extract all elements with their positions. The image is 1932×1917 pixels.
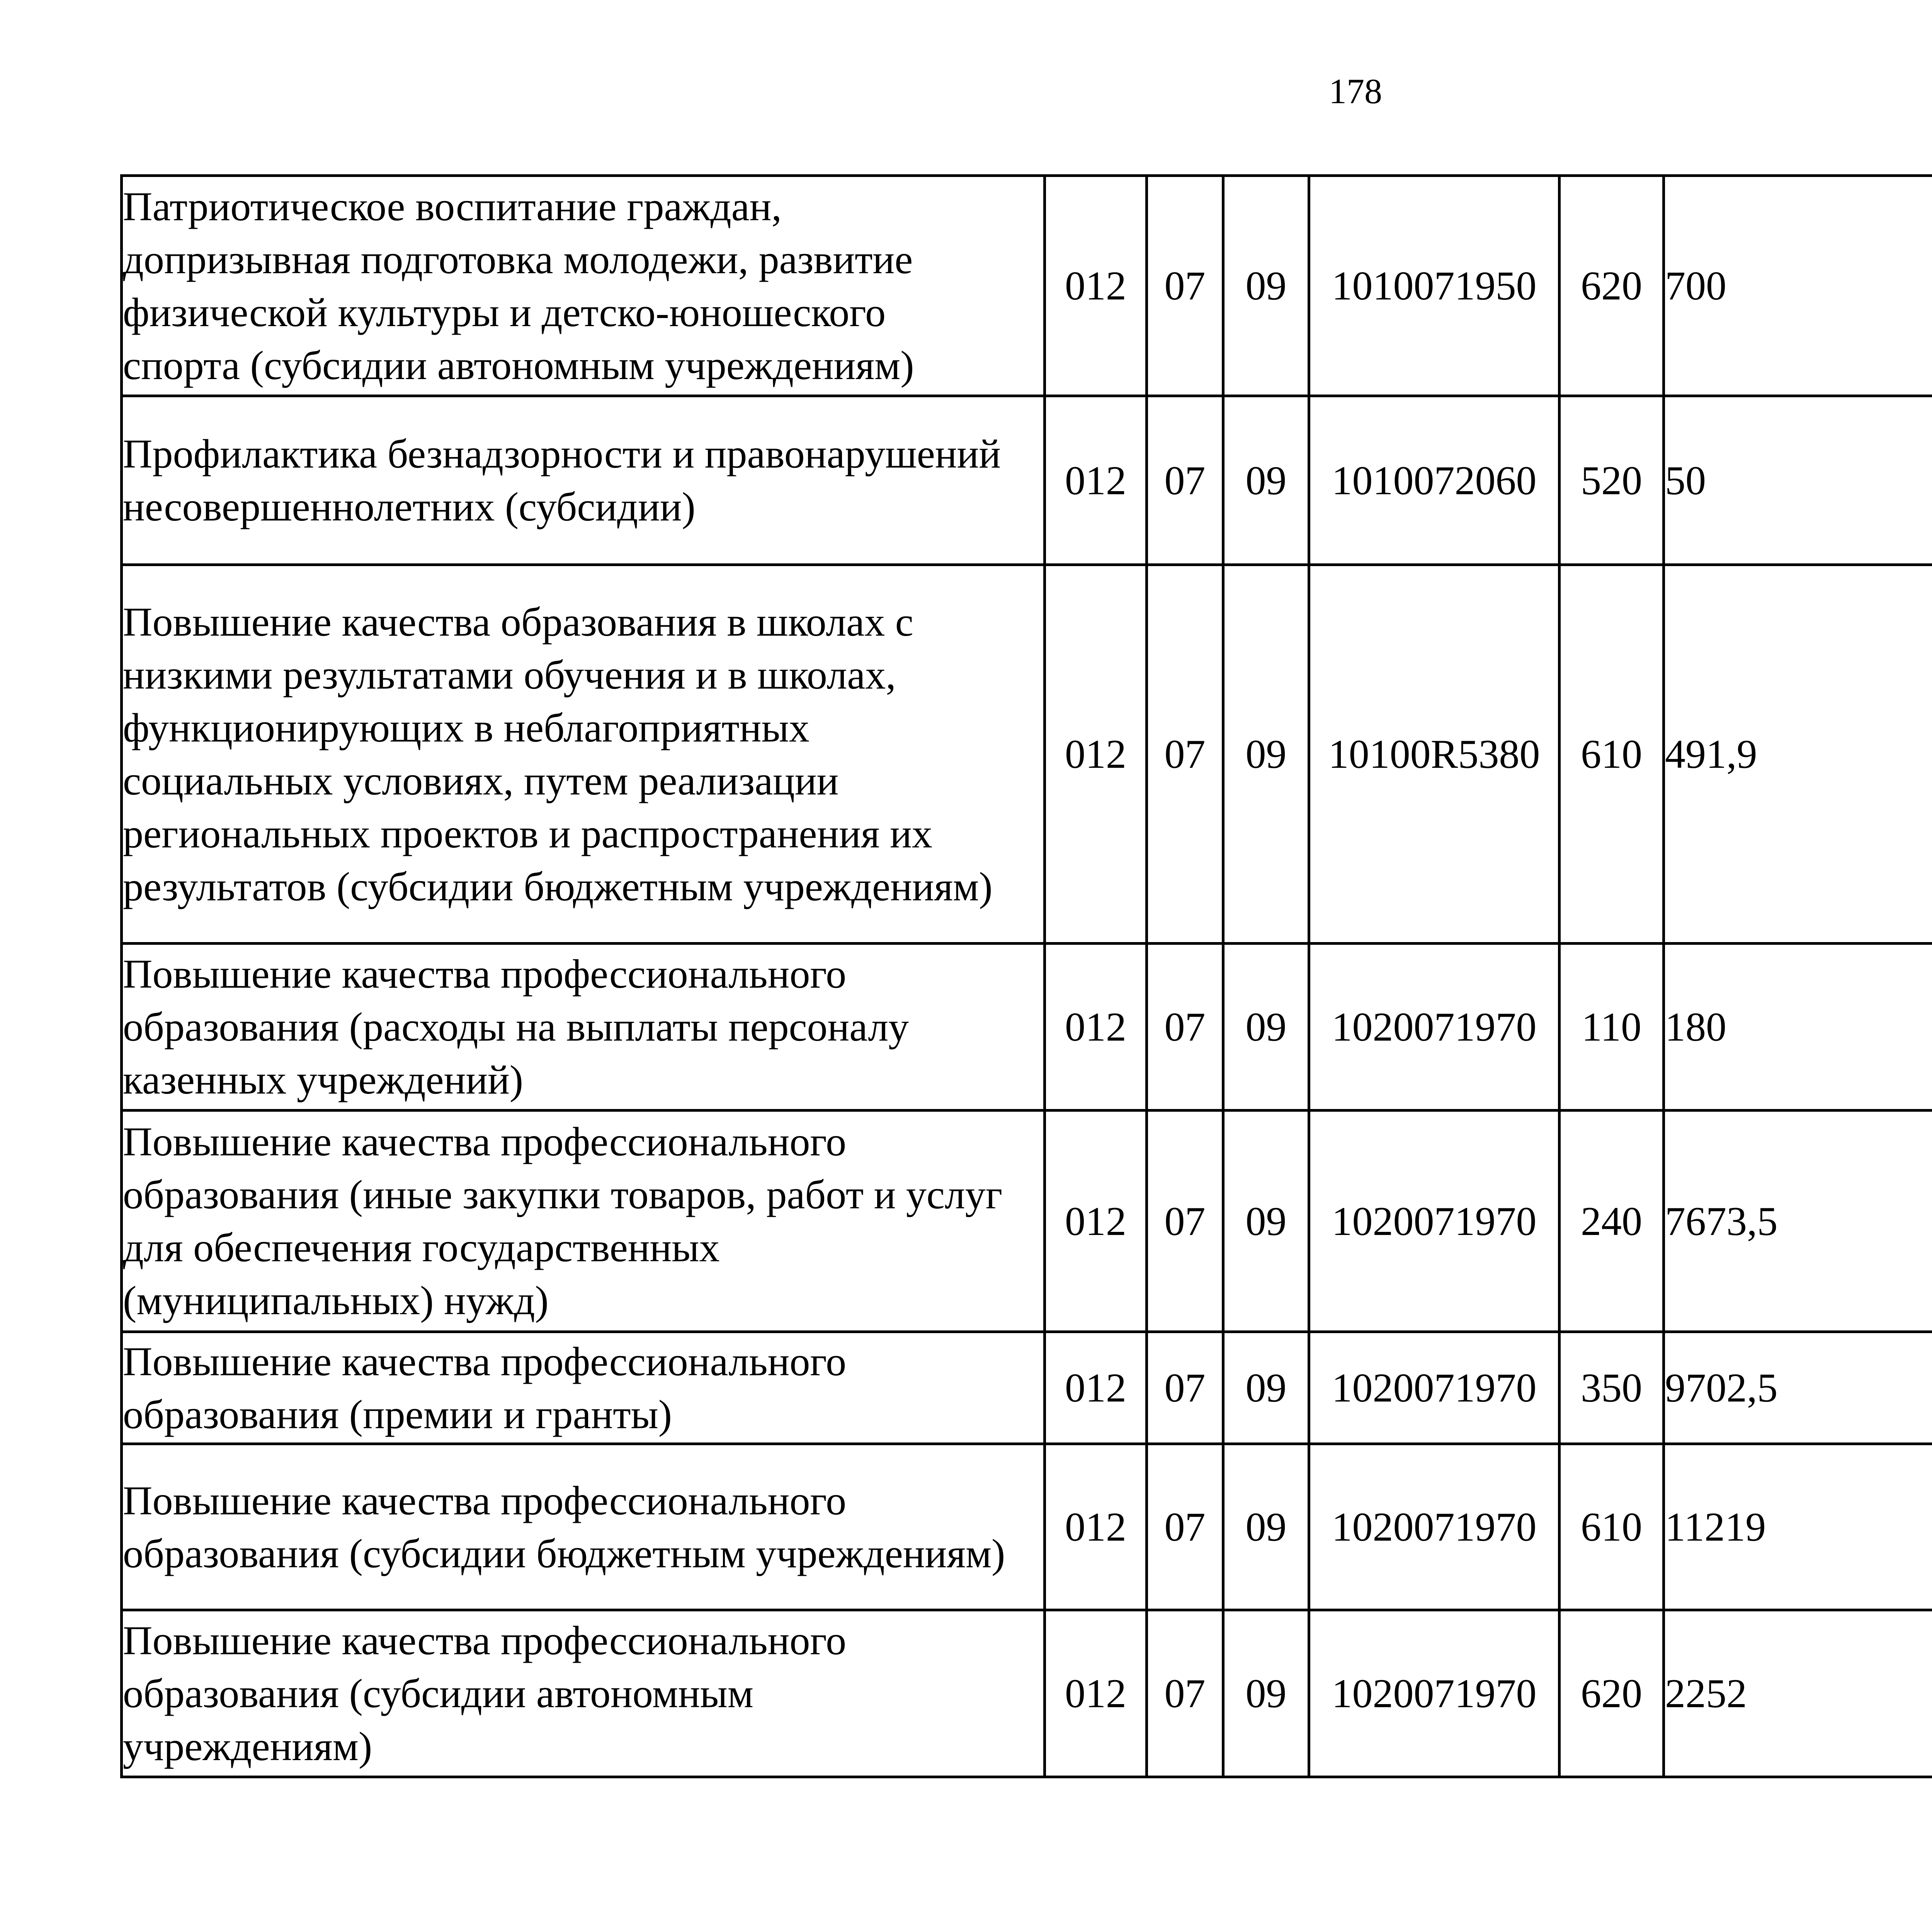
amount-year1-cell: 9702,5 xyxy=(1664,1332,1932,1444)
amount-year1-cell: 7673,5 xyxy=(1664,1111,1932,1332)
section-code-cell: 07 xyxy=(1147,396,1223,565)
table-row xyxy=(122,944,1932,1111)
ministry-code-cell: 012 xyxy=(1045,1111,1147,1332)
expense-name-line: функционирующих в неблагоприятных xyxy=(123,705,810,750)
expense-name-line: результатов (субсидии бюджетным учреждениям) xyxy=(123,864,993,909)
expense-name-line: Повышение качества профессионального xyxy=(123,1618,847,1663)
expense-name-line: допризывная подготовка молодежи, развитие xyxy=(123,236,913,282)
table-row xyxy=(122,1610,1932,1777)
ministry-code-cell: 012 xyxy=(1045,944,1147,1111)
expense-name-line: образования (субсидии автономным xyxy=(123,1671,753,1716)
expense-name-line: физической культуры и детско-юношеского xyxy=(123,289,886,335)
expense-type-cell: 620 xyxy=(1560,176,1664,396)
expense-name-line: Повышение качества профессионального xyxy=(123,1119,847,1164)
expense-name-line: образования (премии и гранты) xyxy=(123,1391,672,1437)
expense-name-line: образования (иные закупки товаров, работ и услуг xyxy=(123,1172,1003,1217)
target-article-cell: 1020071970 xyxy=(1309,1444,1560,1610)
budget-table xyxy=(120,174,1932,1778)
target-article-cell: 10100R5380 xyxy=(1309,565,1560,944)
expense-name-line: Повышение качества профессионального xyxy=(123,1339,847,1384)
ministry-code-cell: 012 xyxy=(1045,1444,1147,1610)
subsection-code-cell: 09 xyxy=(1223,1610,1309,1777)
ministry-code-cell: 012 xyxy=(1045,1610,1147,1777)
subsection-code-cell: 09 xyxy=(1223,1444,1309,1610)
expense-name-cell xyxy=(122,176,1045,396)
section-code-cell: 07 xyxy=(1147,944,1223,1111)
amount-year1-cell: 50 xyxy=(1664,396,1932,565)
expense-name-line: Повышение качества образования в школах с xyxy=(123,599,913,645)
expense-name-line: Профилактика безнадзорности и правонарушений xyxy=(123,431,1001,476)
subsection-code-cell: 09 xyxy=(1223,1111,1309,1332)
target-article-cell: 1010072060 xyxy=(1309,396,1560,565)
target-article-cell: 1010071950 xyxy=(1309,176,1560,396)
table-row xyxy=(122,1444,1932,1610)
ministry-code-cell: 012 xyxy=(1045,396,1147,565)
table-body xyxy=(122,176,1932,1777)
target-article-cell: 1020071970 xyxy=(1309,1610,1560,1777)
expense-name-line: Повышение качества профессионального xyxy=(123,1478,847,1523)
section-code-cell: 07 xyxy=(1147,1332,1223,1444)
expense-name-line: несовершеннолетних (субсидии) xyxy=(123,484,696,529)
expense-type-cell: 610 xyxy=(1560,565,1664,944)
expense-name-cell xyxy=(122,396,1045,565)
expense-name-line: казенных учреждений) xyxy=(123,1057,524,1102)
subsection-code-cell: 09 xyxy=(1223,1332,1309,1444)
target-article-cell: 1020071970 xyxy=(1309,1111,1560,1332)
subsection-code-cell: 09 xyxy=(1223,396,1309,565)
ministry-code-cell: 012 xyxy=(1045,176,1147,396)
table-row xyxy=(122,565,1932,944)
page-number: 178 xyxy=(1329,71,1382,111)
subsection-code-cell: 09 xyxy=(1223,565,1309,944)
section-code-cell: 07 xyxy=(1147,1610,1223,1777)
amount-year1-cell: 700 xyxy=(1664,176,1932,396)
target-article-cell: 1020071970 xyxy=(1309,944,1560,1111)
expense-name-cell xyxy=(122,565,1045,944)
expense-name-line: образования (расходы на выплаты персоналу xyxy=(123,1004,909,1050)
section-code-cell: 07 xyxy=(1147,176,1223,396)
expense-type-cell: 110 xyxy=(1560,944,1664,1111)
amount-year1-cell: 180 xyxy=(1664,944,1932,1111)
expense-name-cell xyxy=(122,1332,1045,1444)
expense-name-line: социальных условиях, путем реализации xyxy=(123,758,839,803)
expense-type-cell: 240 xyxy=(1560,1111,1664,1332)
subsection-code-cell: 09 xyxy=(1223,944,1309,1111)
section-code-cell: 07 xyxy=(1147,1444,1223,1610)
expense-name-line: учреждениям) xyxy=(123,1724,372,1769)
subsection-code-cell: 09 xyxy=(1223,176,1309,396)
section-code-cell: 07 xyxy=(1147,565,1223,944)
expense-name-cell xyxy=(122,1444,1045,1610)
amount-year1-cell: 2252 xyxy=(1664,1610,1932,1777)
expense-type-cell: 350 xyxy=(1560,1332,1664,1444)
expense-type-cell: 620 xyxy=(1560,1610,1664,1777)
expense-name-line: Патриотическое воспитание граждан, xyxy=(123,184,782,229)
ministry-code-cell: 012 xyxy=(1045,1332,1147,1444)
expense-name-line: образования (субсидии бюджетным учреждениям) xyxy=(123,1531,1005,1576)
expense-name-line: Повышение качества профессионального xyxy=(123,951,847,997)
table-row xyxy=(122,176,1932,396)
expense-name-line: для обеспечения государственных xyxy=(123,1225,720,1270)
target-article-cell: 1020071970 xyxy=(1309,1332,1560,1444)
table-row xyxy=(122,396,1932,565)
expense-name-cell xyxy=(122,944,1045,1111)
amount-year1-cell: 491,9 xyxy=(1664,565,1932,944)
expense-name-line: (муниципальных) нужд) xyxy=(123,1278,549,1323)
expense-type-cell: 610 xyxy=(1560,1444,1664,1610)
table-row xyxy=(122,1332,1932,1444)
table-row xyxy=(122,1111,1932,1332)
section-code-cell: 07 xyxy=(1147,1111,1223,1332)
ministry-code-cell: 012 xyxy=(1045,565,1147,944)
expense-type-cell: 520 xyxy=(1560,396,1664,565)
expense-name-cell xyxy=(122,1610,1045,1777)
expense-name-line: региональных проектов и распространения их xyxy=(123,811,932,856)
expense-name-line: низкими результатами обучения и в школах, xyxy=(123,652,896,697)
expense-name-line: спорта (субсидии автономным учреждениям) xyxy=(123,342,914,388)
amount-year1-cell: 11219 xyxy=(1664,1444,1932,1610)
expense-name-cell xyxy=(122,1111,1045,1332)
